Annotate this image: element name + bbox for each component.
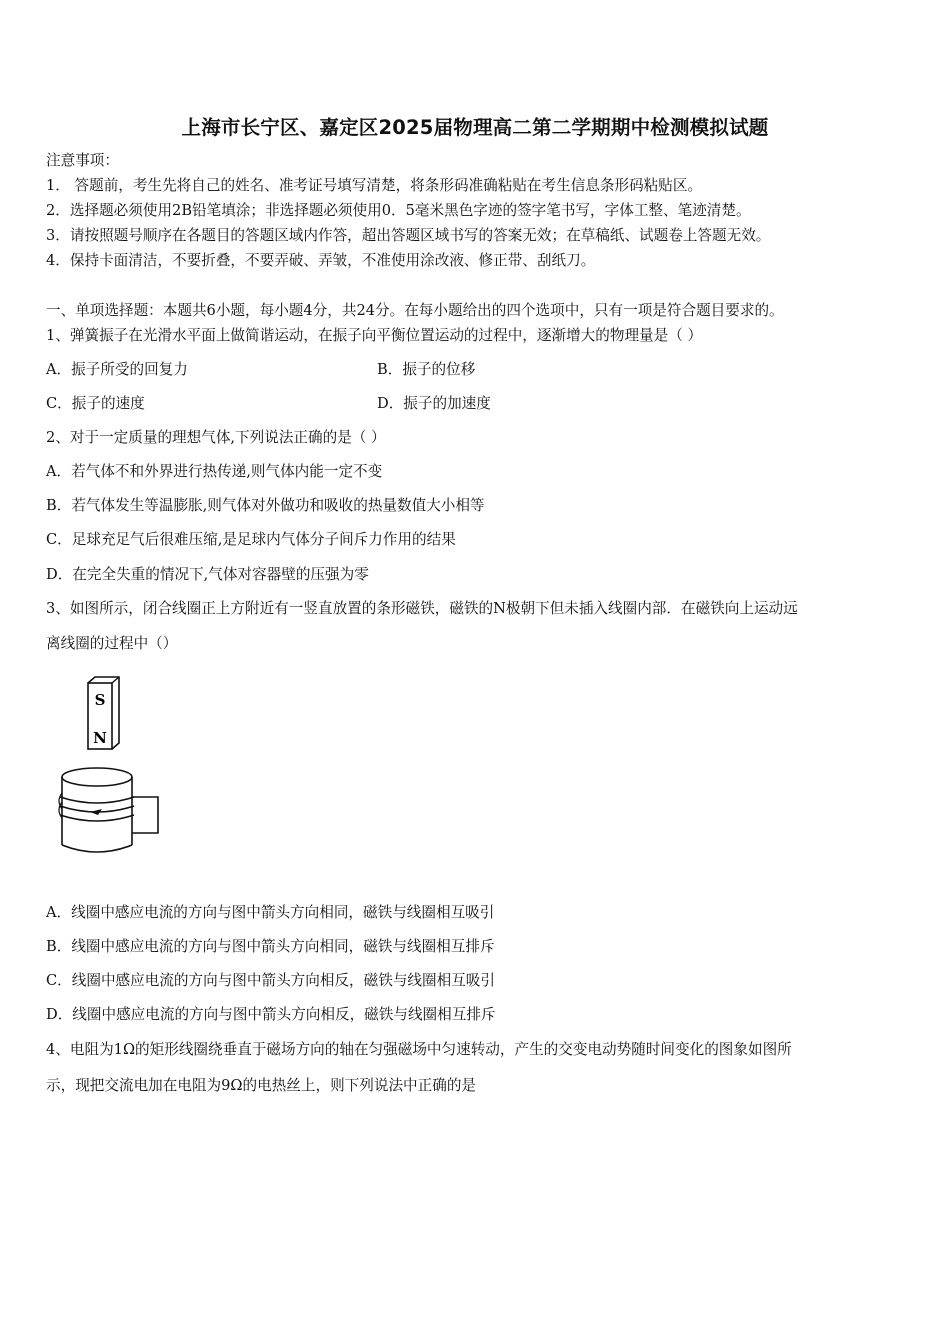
q1-option-b: B．振子的位移 [377,361,476,378]
notice-item-4: 4．保持卡面清洁，不要折叠，不要弄破、弄皱，不准使用涂改液、修正带、刮纸刀。 [46,252,596,269]
coil [59,768,158,852]
q1-stem: 1、弹簧振子在光滑水平面上做简谐运动，在振子向平衡位置运动的过程中，逐渐增大的物理量是（ ） [46,327,703,344]
q2-option-d: D．在完全失重的情况下,气体对容器壁的压强为零 [46,566,369,583]
magnet-coil-figure [52,675,172,860]
q1-option-d: D．振子的加速度 [377,395,491,412]
q3-option-b: B．线圈中感应电流的方向与图中箭头方向相同，磁铁与线圈相互排斥 [46,938,495,955]
notice-item-3: 3．请按照题号顺序在各题目的答题区域内作答，超出答题区域书写的答案无效；在草稿纸、试题卷上答题无效。 [46,227,771,244]
q3-option-d: D．线圈中感应电流的方向与图中箭头方向相反，磁铁与线圈相互排斥 [46,1006,496,1023]
q3-option-a: A．线圈中感应电流的方向与图中箭头方向相同，磁铁与线圈相互吸引 [46,904,495,921]
q1-option-a: A．振子所受的回复力 [46,361,188,378]
q3-option-c: C．线圈中感应电流的方向与图中箭头方向相反，磁铁与线圈相互吸引 [46,972,495,989]
q2-stem: 2、对于一定质量的理想气体,下列说法正确的是（ ） [46,429,386,446]
q1-option-c: C．振子的速度 [46,395,145,412]
magnet-pole-s: S [94,691,106,709]
q2-option-c: C．足球充足气后很难压缩,是足球内气体分子间斥力作用的结果 [46,531,456,548]
exam-title: 上海市长宁区、嘉定区2025届物理高二第二学期期中检测模拟试题 [181,116,769,139]
q4-stem-line2: 示，现把交流电加在电阻为9Ω的电热丝上，则下列说法中正确的是 [46,1077,477,1094]
q3-stem-line2: 离线圈的过程中（） [46,635,178,652]
q3-stem-line1: 3、如图所示，闭合线圈正上方附近有一竖直放置的条形磁铁，磁铁的N极朝下但未插入线圈内部．在磁铁向上运动远 [46,600,798,617]
q2-option-a: A．若气体不和外界进行热传递,则气体内能一定不变 [46,463,383,480]
notice-heading: 注意事项： [46,152,119,169]
notice-item-2: 2．选择题必须使用2B铅笔填涂；非选择题必须使用0．5毫米黑色字迹的签字笔书写，字体工整、笔迹清楚。 [46,202,751,219]
notice-item-1: 1． 答题前，考生先将自己的姓名、准考证号填写清楚，将条形码准确粘贴在考生信息条形码粘贴区。 [46,177,703,194]
section-heading: 一、单项选择题：本题共6小题，每小题4分，共24分。在每小题给出的四个选项中，只有一项是符合题目要求的。 [46,302,784,319]
magnet-pole-n: N [93,729,107,747]
q2-option-b: B．若气体发生等温膨胀,则气体对外做功和吸收的热量数值大小相等 [46,497,485,514]
bar-magnet [88,677,119,749]
q4-stem-line1: 4、电阻为1Ω的矩形线圈绕垂直于磁场方向的轴在匀强磁场中匀速转动，产生的交变电动势随时间变化的图象如图所 [46,1041,792,1058]
